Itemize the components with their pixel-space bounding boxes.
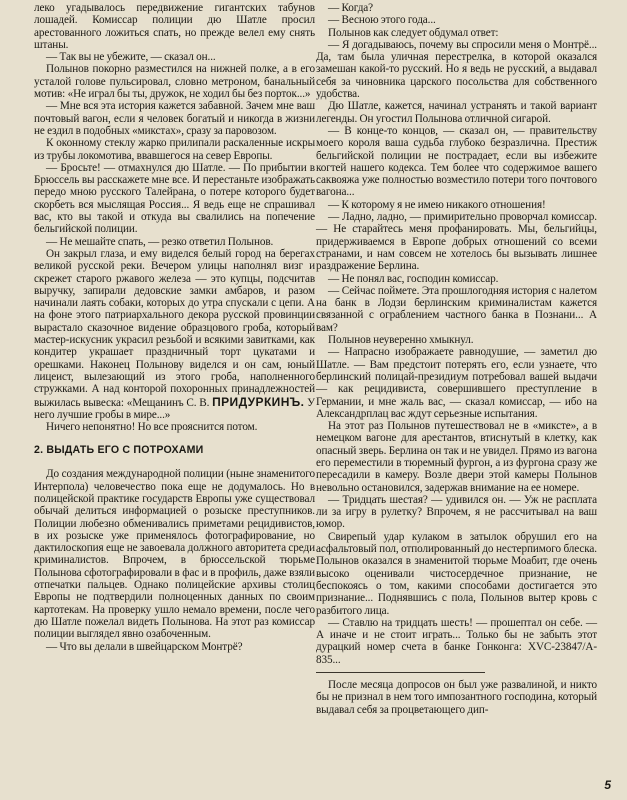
paragraph: — Не мешайте спать, — резко ответил Полынов. — [46, 235, 274, 248]
paragraph: Полынов неуверенно хмыкнул. — [328, 334, 474, 347]
paragraph: — Мне вся эта история кажется забавной. Зачем мне ваш почтовый вагон, если я человек богатый и никогда в жизни не ездил в подобных «микстах», сразу за паровозом. — [34, 100, 315, 137]
paragraph: Ничего непонятно! Но все прояснится потом. — [46, 421, 258, 434]
paragraph: К оконному стеклу жарко прилипали раскаленные искры из трубы локомотива, ввавшегося на север Европы. — [34, 137, 315, 162]
paragraph: — В конце-то концов, — сказал он, — правительству моего короля ваша судьба глубоко безразлична. Престиж бельгийской полиции не пострадает, если вы избежите когтей нашего кодекса. Тем более что содержимое вашего саквояжа уже полностью возместило потери того почтового вагона... — [316, 124, 597, 199]
page-number: 5 — [604, 778, 611, 792]
paragraph: — Когда? — [328, 2, 374, 14]
paragraph: — Тридцать шестая? — удивился он. — Уж не расплата ли за игру в рулетку? Впрочем, я не рассчитывал на ваш юмор. — [316, 493, 597, 531]
paragraph: До создания международной полиции (ныне знаменитого Интерпола) человечество пока еще не додумалось. Но в полицейской практике государств Европы уже существовал обычай делиться информацией о розыске преступников. Полиции любезно обменивались приметами рецидивистов, в их розыске уже применялось фотографирование, но дактилоскопия еще не завоевала должного авторитета среди криминалистов. Впрочем, в брюссельской тюрьме Полынова сфотографировали в фас и в профиль, даже взяли отпечатки пальцев. Однако полицейские архивы столиц Европы не подтвердили полноценных данных по своим картотекам. На проверку ушло немало времени, после чего дю Шатле пожелал видеть Полынова. На этот раз комиссар полиции выглядел явно озабоченным. — [34, 468, 315, 641]
paragraph: На этот раз Полынов путешествовал не в «микстe», а в немецком вагоне для арестантов, втиснутый в клетку, как опасный зверь. Берлина он так и не увидел. Прямо из вагона его переместили в тюремный фургон, а из фургона сразу же пересадили в камеру. Возле двери этой камеры Полынов невольно остановился, задержав внимание на ее номере. — [316, 420, 597, 494]
paragraph-text: Он закрыл глаза, и ему виделся белый город на берегах великой русской реки. Вечером улицы наполнял визг и скрежет старого ржавого железа — это купцы, подсчитав выручку, запирали дедовские замки амбаров, и разом начинали лаять собаки, которых до утра спускали с цепи. А на фоне этого патриархального декора русской провинции вырастало сказочное видение образцового гроба, который мастер-искусник украсил резьбой и всякими завитками, как кондитер украшает праздничный торт цукатами и орешками. Наконец Полынову виделся и он сам, юный лицеист, вылезающий из этого гроба, наполненного стружками. А над конторой похоронных принадлежностей выжилась вывеска: «Мещанинъ С. В. — [34, 247, 315, 409]
paragraph-with-signboard — [34, 248, 315, 421]
paragraph: — Что вы делали в швейцарском Монтрё? — [46, 640, 243, 653]
paragraph: — Ладно, ладно, — примирительно проворчал комиссар. — Не старайтесь меня профанировать. Мы, бельгийцы, придерживаемся в Европе добрых отношений со всеми странами, и нам совсем не хотелось бы вызывать лишнее раздражение Берлина. — [316, 211, 597, 273]
left-column — [34, 2, 315, 653]
paragraph: — Напрасно изображаете равнодушие, — заметил дю Шатле. — Вам предстоит потерять его, если узнаете, что берлинский полицай-президиум потребовал вашей выдачи — как рецидивиста, совершившего преступление в Германии, и мне жаль вас, — сказал комиссар, — ибо на Александрплац вас ждут серьезные испытания. — [316, 346, 597, 420]
paragraph: После месяца допросов он был уже развалиной, и никто бы не признал в нем того импозантного господина, который выдавал себя за процветающего дип- — [316, 679, 597, 716]
paragraph: — Не понял вас, господин комиссар. — [328, 272, 499, 285]
paragraph: — Сейчас поймете. Эта прошлогодняя история с налетом на банк в Лодзи берлинским криминалистам кажется связанной с ограблением частного банка в Познани... А вам? — [316, 284, 597, 334]
paragraph: — Я догадываюсь, почему вы спросили меня о Монтрё... Да, там была уличная перестрелка, в которой оказался замешан какой-то русский. Но я ведь не русский, а выдавал себя за чиновника царского посольства для собственного удобства. — [316, 38, 597, 101]
paragraph: леко угадывалось передвижение гигантских табунов лошадей. Комиссар полиции дю Шатле просил арестованного ложиться спать, но прежде велел ему снять штаны. — [34, 2, 315, 51]
paragraph: — Бросьте! — отмахнулся дю Шатле. — По прибытии в Брюссель вы расскажете мне все. И перестаньте изображать передо мною русского Талейрана, о потере которого будет скорбеть вся мыслящая Россия... Я ведь еще не спрашивал вас, кто вы такой и откуда вы свалились на попечение бельгийской полиции. — [34, 161, 315, 236]
paragraph: — К которому я не имею никакого отношения! — [328, 198, 546, 211]
paragraph: Свирепый удар кулаком в затылок обрушил его на асфальтовый пол, отполированный до нестерпимого блеска. Полынов оказался в знаменитой тюрьме Моабит, где очень высоко оценивали чистосердечное признание, не беспокоясь о том, какими способами достигается это признание... Поднявшись с пола, Полынов вытер кровь с разбитого лица. — [316, 530, 597, 617]
paragraph: Дю Шатле, кажется, начинал устранять и такой вариант легенды. Он угостил Полынова отличной сигарой. — [316, 100, 597, 125]
paragraph: — Так вы не убежите, — сказал он... — [46, 51, 216, 64]
section-divider — [316, 672, 485, 673]
signboard-name: ПРИДУРКИНЪ. — [212, 394, 305, 409]
signboard-tail: У него лучшие гробы в мире...» — [34, 396, 315, 421]
paragraph: — Весною этого года... — [328, 14, 436, 27]
section-heading: 2. ВЫДАТЬ ЕГО С ПОТРОХАМИ — [34, 444, 204, 457]
paragraph: Полынов как следует обдумал ответ: — [328, 26, 499, 39]
paragraph: — Ставлю на тридцать шесть! — прошептал он себе. — А иначе и не стоит играть... Только бы не забыть этот дурацкий номер счета в банке Гонконга: XVC-23847/A-835... — [316, 616, 597, 666]
paragraph: Полынов покорно разместился на нижней полке, а в его усталой голове пульсировал, словно метроном, банальный мотив: «Не играл бы ты, дружок, не ходил бы без порток...» — [34, 63, 315, 101]
right-column — [316, 2, 597, 716]
